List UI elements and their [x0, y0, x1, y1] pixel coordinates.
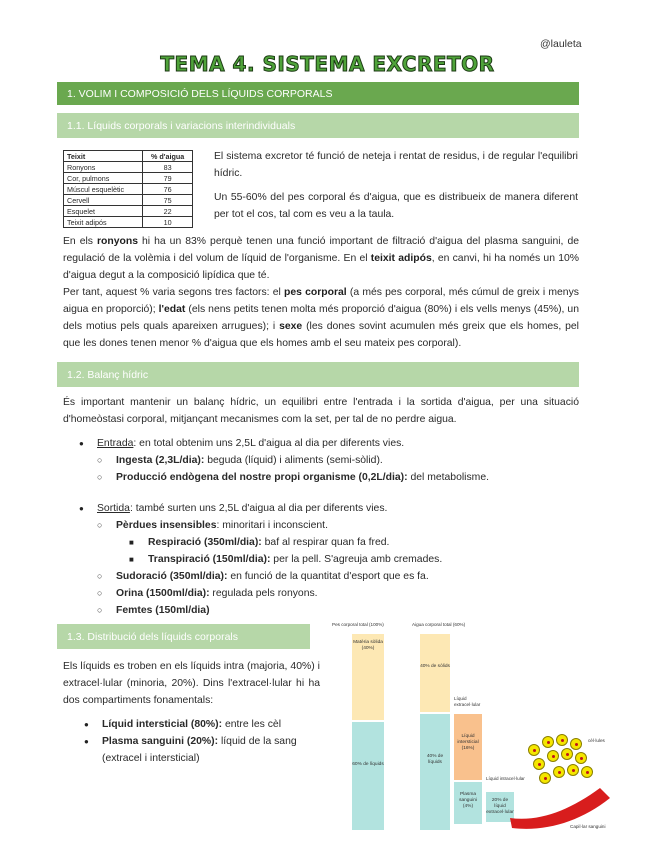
cell-shape: [547, 750, 559, 762]
section-heading-1-2: 1.2. Balanç hídric: [57, 362, 579, 387]
table-row: [64, 217, 193, 228]
table-cell: 75: [143, 195, 193, 206]
list-item: ○ Pèrdues insensibles: minoritari i inconscient.: [97, 517, 579, 534]
liquids-block: 60% de líquids: [352, 722, 384, 830]
cell-shape: [570, 738, 582, 750]
table-row: [64, 162, 193, 173]
list-item: ■ Respiració (350ml/dia): baf al respirar quan fa fred.: [129, 534, 579, 551]
list-item: ○ Orina (1500ml/dia): regulada pels ronyons.: [97, 585, 579, 602]
distribution-intro: Els líquids es troben en els líquids intra (majoria, 40%) i extracel·lular (minoria, 20%). Dins l'extracel·lular hi ha dos compartiments fonamentals:: [63, 661, 320, 706]
table-cell: 10: [143, 217, 193, 228]
table-cell: Esquelet: [64, 206, 143, 217]
list-item: ■ Transpiració (150ml/dia): per la pell. S'agreuja amb cremades.: [129, 551, 579, 568]
extracellular-fluid-block: 20% de líquid extracel·lular: [486, 792, 514, 822]
cell-shape: [556, 734, 568, 746]
cell-shape: [575, 752, 587, 764]
table-cell: 83: [143, 162, 193, 173]
water-balance-list: [79, 435, 579, 619]
table-row: [64, 173, 193, 184]
table-cell: 79: [143, 173, 193, 184]
list-item-sortida: ● Sortida: també surten uns 2,5L d'aigua al dia per diferents vies.: [79, 500, 579, 517]
page-title: TEMA 4. SISTEMA EXCRETOR: [160, 52, 495, 76]
table-header-row: [64, 151, 193, 162]
extracellular-label: Líquid extracel·lular: [454, 696, 481, 707]
table-cell: Teixit adipós: [64, 217, 143, 228]
cell-shape: [533, 758, 545, 770]
balance-intro: És important mantenir un balanç hídric, un equilibri entre l'entrada i la sortida d'aigua, per una situació d'homeòstasi corporal, mitjançant mecanismes com la set, per tal de no perdre aigua.: [63, 397, 579, 425]
cells-label: cèl·lules: [588, 738, 605, 743]
list-item: ○ Sudoració (350ml/dia): en funció de la quantitat d'esport que es fa.: [97, 568, 579, 585]
section-heading-1-1: 1.1. Líquids corporals i variacions interindividuals: [57, 113, 579, 138]
list-item: ● Plasma sanguini (20%): líquid de la sang (extracel i intersticial): [84, 733, 320, 767]
table-row: [64, 195, 193, 206]
factors-paragraph: Per tant, aquest % varia segons tres factors: el pes corporal (a més pes corporal, més cúmul de greix i menys aigua en proporció); l'edat (els nens petits tenen molta més proporció d'aigua (80%) i els vells menys (45%), un dels motius pels quals apareixen arrugues); i sexe (les dones sovint acumulen més greix que els homes, pel que les dones tenen menor % d'aigua que els homes amb el seu mateix pes corporal).: [63, 287, 579, 349]
cell-shape: [553, 766, 565, 778]
liquids-block-2: 40% de líquids: [420, 714, 450, 830]
diagram-col1-header: Pes corporal total (100%): [332, 622, 384, 627]
table-cell: 22: [143, 206, 193, 217]
table-header-cell: % d'aigua: [143, 151, 193, 162]
table-cell: 76: [143, 184, 193, 195]
list-item: ● Líquid intersticial (80%): entre les cèl: [84, 716, 320, 733]
list-item: ○ Femtes (150ml/dia): [97, 602, 579, 619]
section-heading-1-3: 1.3. Distribució dels líquids corporals: [57, 624, 310, 649]
list-item: ○ Ingesta (2,3L/dia): beguda (líquid) i aliments (semi-sòlid).: [97, 452, 579, 469]
cell-shape: [528, 744, 540, 756]
table-cell: Ronyons: [64, 162, 143, 173]
table-cell: Múscul esquelètic: [64, 184, 143, 195]
table-row: [64, 206, 193, 217]
diagram-col2-header: Aigua corporal total (60%): [412, 622, 466, 627]
list-item-entrada: ● Entrada: en total obtenim uns 2,5L d'aigua al dia per diferents vies.: [79, 435, 579, 452]
kidney-fat-paragraph: En els ronyons hi ha un 83% perquè tenen una funció important de filtració d'aigua del plasma sanguini, de regulació de la volèmia i del volum de líquid de l'organisme. En el teixit adipós, en canvi, hi ha només un 10% d'aigua degut a la composició lipídica que té.: [63, 236, 580, 281]
solid-matter-block: Matèria sòlida (40%): [352, 634, 384, 720]
interstitial-block: Líquid intersticial (16%): [454, 714, 482, 780]
capillary-label: Capil·lar sanguini: [570, 824, 606, 829]
intro-paragraph-1: El sistema excretor té funció de neteja i rentat de residus, i de regular l'equilibri hídric.: [214, 151, 578, 179]
blood-vessel-shape: [510, 780, 612, 830]
water-content-table: [63, 150, 193, 228]
plasma-block: Plasma sanguini (4%): [454, 782, 482, 824]
compartment-list: [84, 716, 320, 767]
fluid-distribution-diagram: [330, 620, 612, 835]
table-cell: Cervell: [64, 195, 143, 206]
list-item: ○ Producció endògena del nostre propi organisme (0,2L/dia): del metabolisme.: [97, 469, 579, 486]
table-header-cell: Teixit: [64, 151, 143, 162]
intracellular-label: Líquid intracel·lular: [486, 776, 525, 781]
intro-paragraph-2: Un 55-60% del pes corporal és d'aigua, que es distribueix de manera diferent per tot el cos, tal com es veu a la taula.: [214, 192, 578, 220]
cell-shape: [561, 748, 573, 760]
cell-shape: [581, 766, 593, 778]
table-row: [64, 184, 193, 195]
cell-shape: [567, 764, 579, 776]
section-heading-1: 1. VOLIM I COMPOSICIÓ DELS LÍQUIDS CORPORALS: [57, 82, 579, 105]
cell-shape: [542, 736, 554, 748]
author-handle: @lauleta: [540, 38, 582, 50]
solids-block-2: 40% de sòlids: [420, 634, 450, 712]
table-cell: Cor, pulmons: [64, 173, 143, 184]
